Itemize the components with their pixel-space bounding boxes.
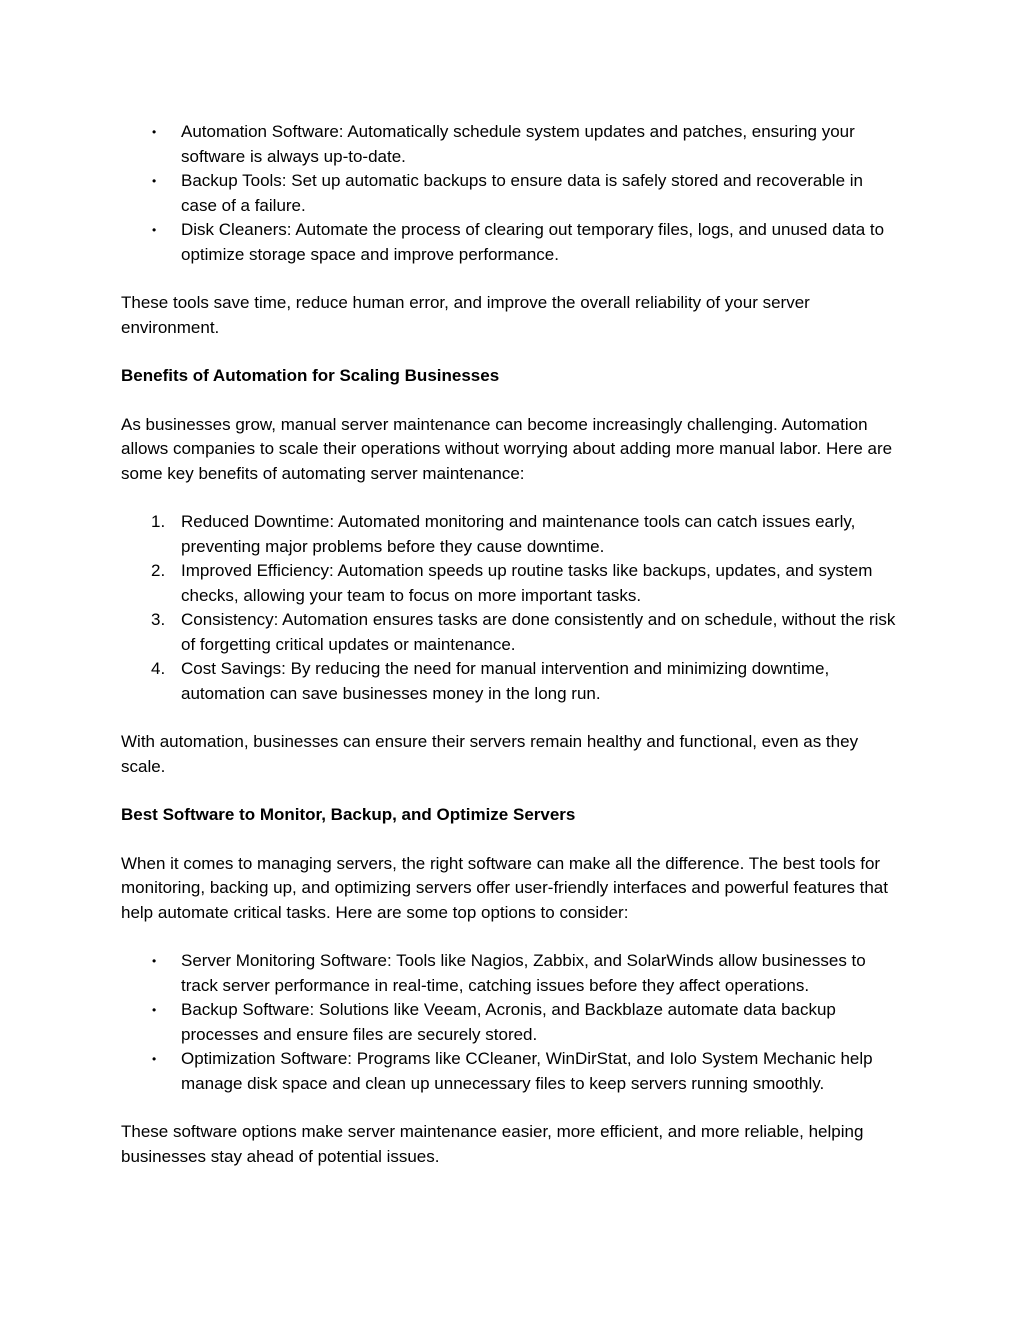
paragraph: These software options make server maintenance easier, more efficient, and more reliable, helping businesses stay ahead of potential issues. — [121, 1122, 864, 1166]
list-item-text: Backup Software: Solutions like Veeam, Acronis, and Backblaze automate data backup processes and ensure files are securely stored. — [181, 1000, 836, 1044]
list-item — [121, 1047, 901, 1096]
list-item — [121, 949, 901, 998]
list-item — [121, 120, 901, 169]
paragraph: When it comes to managing servers, the right software can make all the difference. The best tools for monitoring, backing up, and optimizing servers offer user-friendly interfaces and powerful features that help automate critical tasks. Here are some top options to consider: — [121, 853, 888, 922]
bullet-icon: • — [152, 223, 157, 237]
list-item-text: Reduced Downtime: Automated monitoring and maintenance tools can catch issues early, preventing major problems before they cause downtime. — [181, 512, 856, 556]
list-number: 4. — [151, 659, 166, 678]
bullet-icon: • — [152, 954, 157, 968]
list-item — [121, 608, 901, 657]
bullet-icon: • — [152, 1052, 157, 1066]
list-item — [121, 169, 901, 218]
list-item-text: Optimization Software: Programs like CCleaner, WinDirStat, and Iolo System Mechanic help manage disk space and clean up unnecessary files to keep servers running smoothly. — [181, 1049, 873, 1093]
paragraph: As businesses grow, manual server maintenance can become increasingly challenging. Automation allows companies to scale their operations without worrying about adding more manual labor. Here are some key benefits of automating server maintenance: — [121, 414, 893, 483]
list-number: 3. — [151, 610, 166, 629]
list-item-text: Cost Savings: By reducing the need for manual intervention and minimizing downtime, automation can save businesses money in the long run. — [181, 659, 830, 703]
bullet-icon: • — [152, 125, 157, 139]
section-heading: Benefits of Automation for Scaling Businesses — [121, 366, 500, 385]
list-number: 2. — [151, 561, 166, 580]
list-item-text: Server Monitoring Software: Tools like Nagios, Zabbix, and SolarWinds allow businesses to track server performance in real-time, catching issues before they affect operations. — [181, 951, 866, 995]
list-item — [121, 510, 901, 559]
bullet-icon: • — [152, 174, 157, 188]
list-item — [121, 657, 901, 706]
section-heading: Best Software to Monitor, Backup, and Optimize Servers — [121, 805, 576, 824]
bullet-icon: • — [152, 1003, 157, 1017]
benefits-list — [121, 510, 901, 706]
list-item — [121, 998, 901, 1047]
paragraph: With automation, businesses can ensure their servers remain healthy and functional, even as they scale. — [121, 732, 859, 776]
list-item-text: Improved Efficiency: Automation speeds up routine tasks like backups, updates, and system checks, allowing your team to focus on more important tasks. — [181, 561, 873, 605]
list-item-text: Disk Cleaners: Automate the process of clearing out temporary files, logs, and unused data to optimize storage space and improve performance. — [181, 220, 885, 264]
list-item-text: Automation Software: Automatically schedule system updates and patches, ensuring your software is always up-to-date. — [181, 122, 855, 166]
software-options-list — [121, 949, 901, 1096]
list-item-text: Consistency: Automation ensures tasks are done consistently and on schedule, without the risk of forgetting critical updates or maintenance. — [181, 610, 896, 654]
list-item — [121, 559, 901, 608]
automation-tools-list — [121, 120, 901, 267]
paragraph: These tools save time, reduce human error, and improve the overall reliability of your server environment. — [121, 293, 810, 337]
list-item — [121, 218, 901, 267]
list-number: 1. — [151, 512, 166, 531]
list-item-text: Backup Tools: Set up automatic backups to ensure data is safely stored and recoverable in case of a failure. — [181, 171, 863, 215]
document-page — [121, 120, 901, 1169]
